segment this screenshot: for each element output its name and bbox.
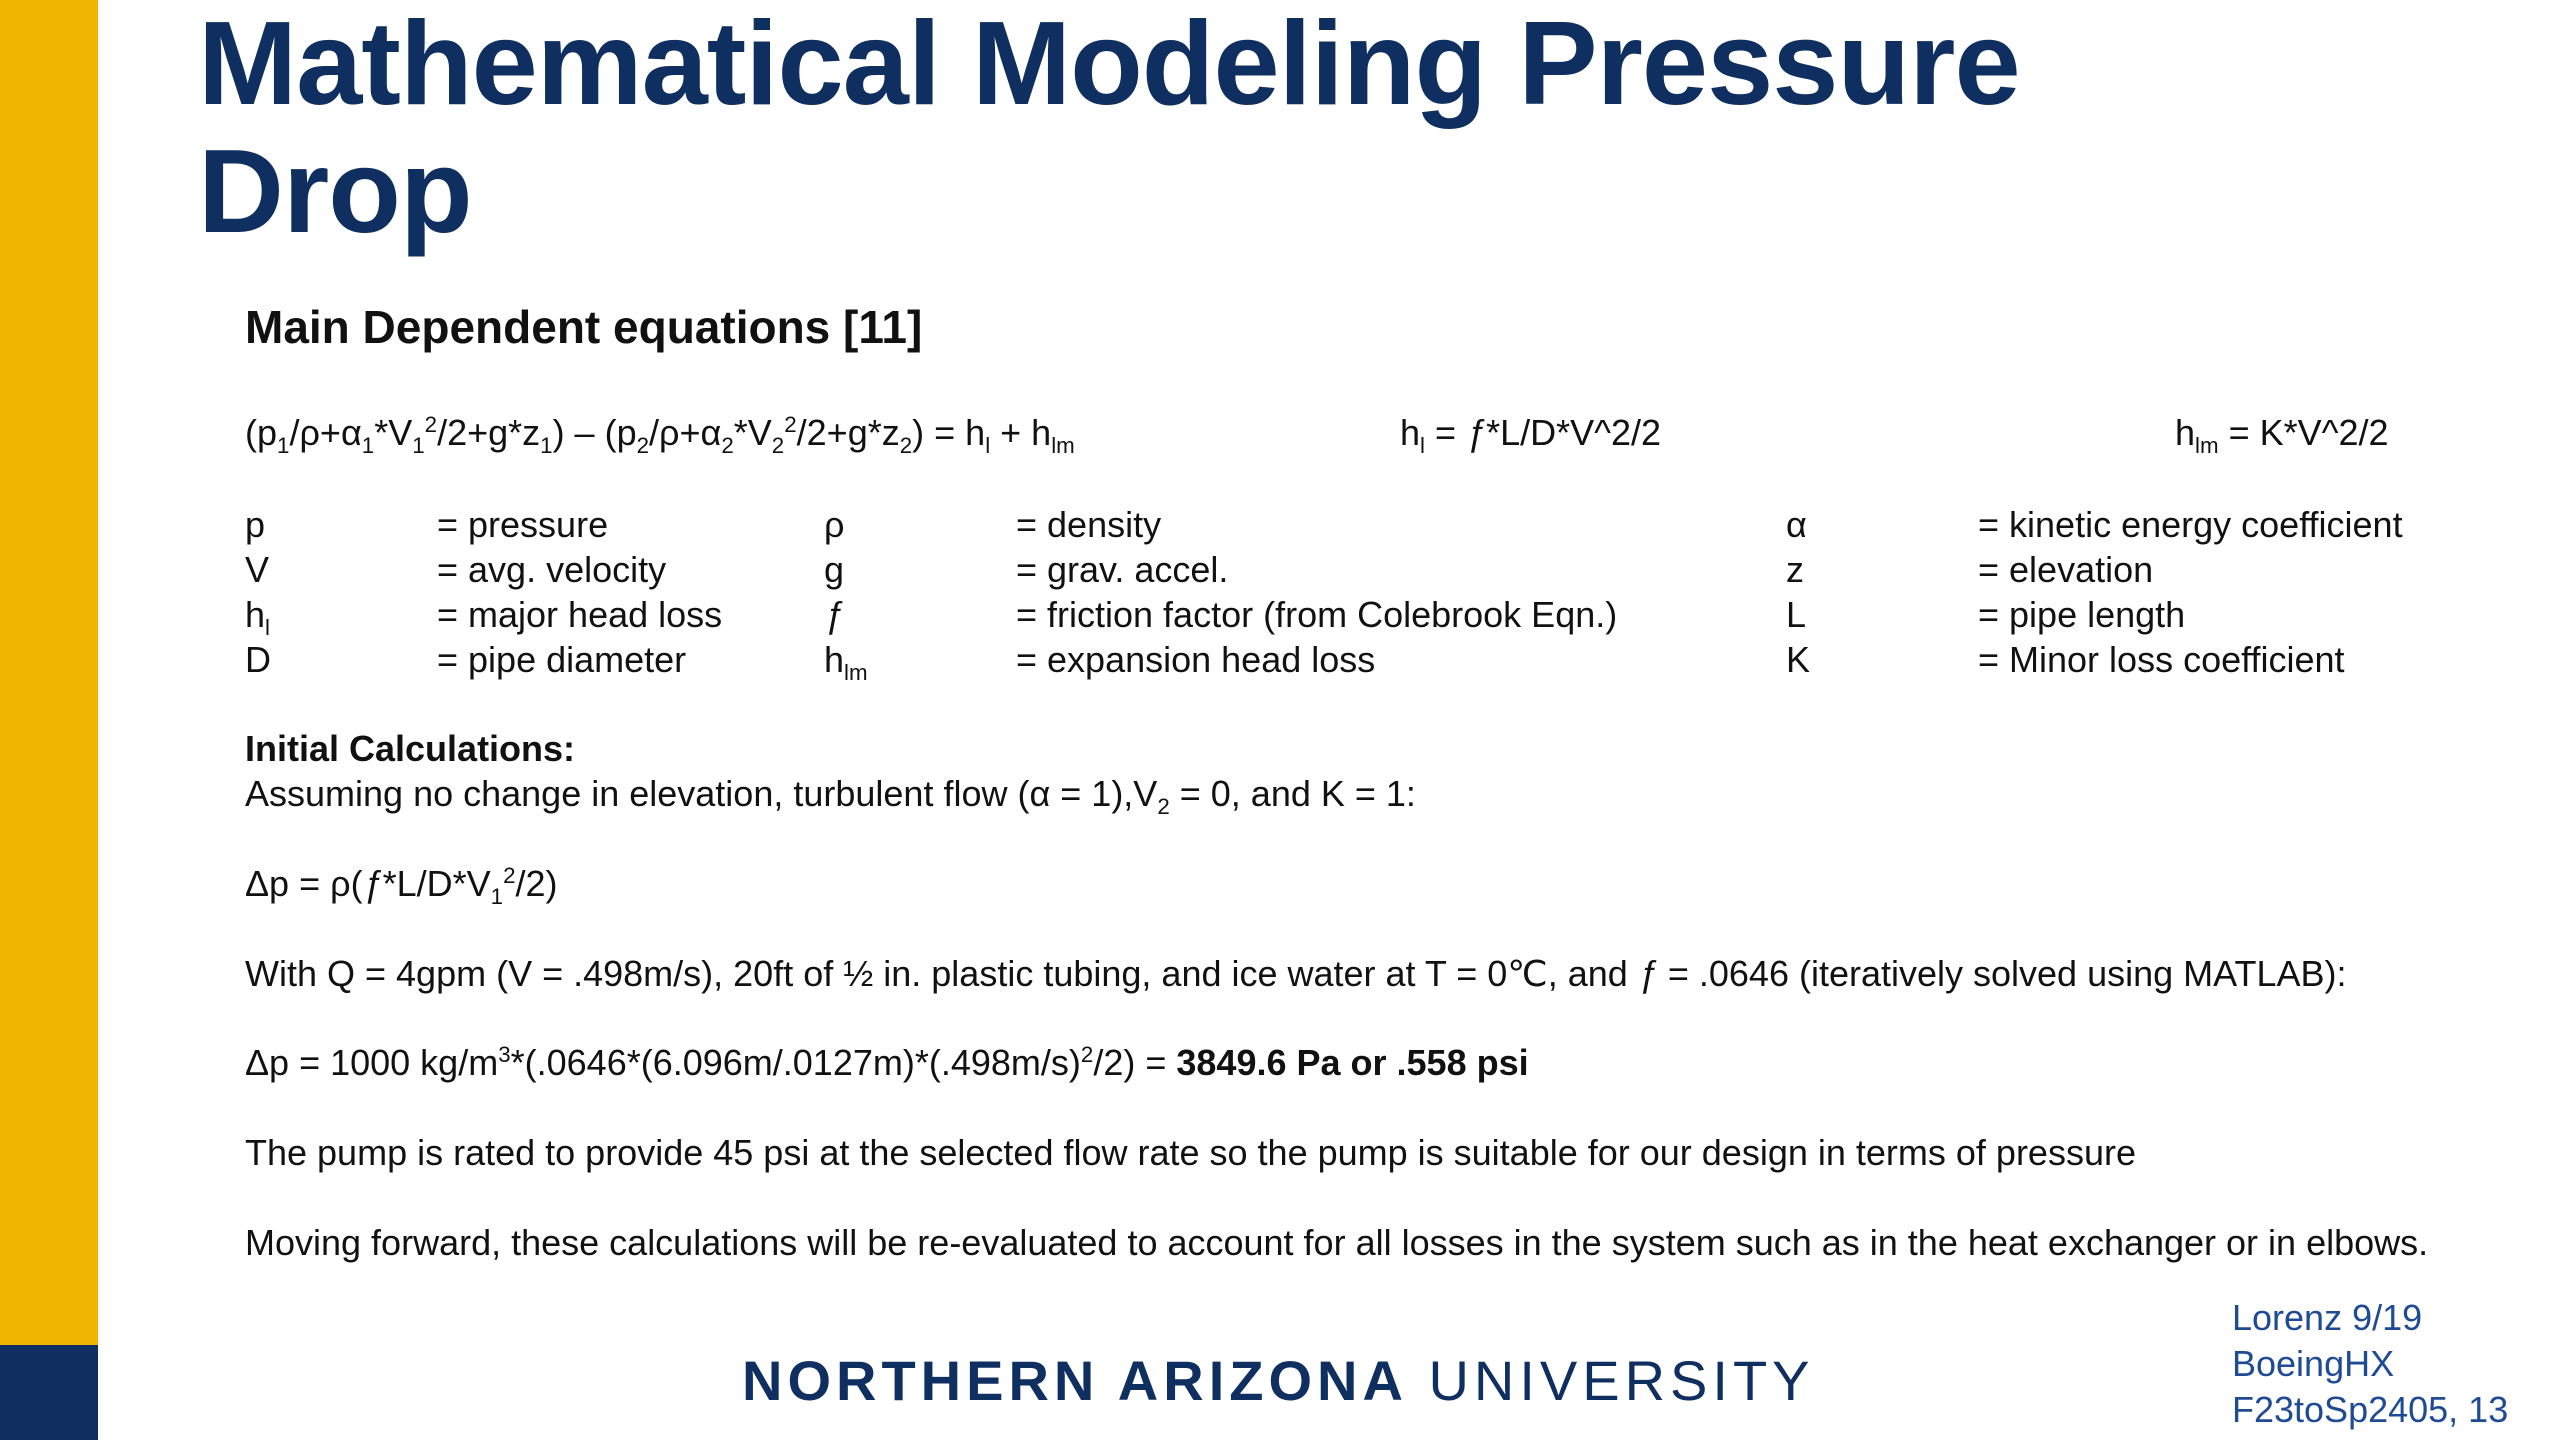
slide-footer-meta <box>2232 1295 2508 1433</box>
symbol-definition: = Minor loss coefficient <box>1978 638 2345 680</box>
energy-equation: $(p_1/\rho+\alpha_1*V_1^2/2+g*z_1) - (p_2/\rho+\alpha_2*V_2^2/2+g*z_2) = h_l + h_{lm}$ <box>245 412 1075 459</box>
symbol: V <box>245 548 270 590</box>
symbol-definition: = expansion head loss <box>1016 638 1376 680</box>
variable-definitions-table <box>245 502 2403 685</box>
symbol: ρ <box>824 503 845 545</box>
symbol-definition: = pressure <box>437 503 609 545</box>
symbol: ƒ <box>824 593 845 635</box>
symbol: $h_{lm}$ <box>824 638 868 685</box>
symbol: p <box>245 503 266 545</box>
definition-row <box>245 592 2403 637</box>
symbol: z <box>1786 548 1804 590</box>
gold-side-bar <box>0 0 98 1345</box>
symbol-definition: = major head loss <box>437 593 723 635</box>
definition-row <box>245 547 2403 592</box>
next-steps-text: Moving forward, these calculations will be re-evaluated to account for all losses in the system such as in the heat exchanger or in elbows. <box>245 1222 2429 1263</box>
symbol: $h_l$ <box>245 593 270 640</box>
pressure-drop-formula: $\Delta p = \rho(ƒ*L/D*V_1^2/2)$ <box>245 863 558 910</box>
navy-corner-block <box>0 1345 98 1440</box>
symbol-definition: = avg. velocity <box>437 548 667 590</box>
symbol: g <box>824 548 845 590</box>
initial-calculations-heading: Initial Calculations: <box>245 728 576 769</box>
pressure-drop-result: 3849.6 Pa or .558 psi <box>1176 1042 1529 1083</box>
assumptions-line: Assuming no change in elevation, turbulent flow $(\alpha = 1),V_2 = 0$, and K = 1: <box>245 773 1416 820</box>
project-name: BoeingHX <box>2232 1343 2395 1384</box>
main-equations-heading: Main Dependent equations [11] <box>245 301 923 353</box>
symbol-definition: = kinetic energy coefficient <box>1978 503 2403 545</box>
symbol-definition: = pipe length <box>1978 593 2186 635</box>
slide-number: F23toSp2405, 13 <box>2232 1389 2509 1430</box>
given-conditions-line: With Q = 4gpm (V = .498m/s), 20ft of ½ in. plastic tubing, and ice water at T = 0℃, and ƒ = .0646 (iteratively solved using MATLAB): <box>245 953 2347 994</box>
pressure-drop-calculation: Δp = 1000 $kg/m^3*(.0646*(6.096m/.0127m)*(.498m/s)^2/2) = 3849.6$ Pa or .558 psi <box>245 1042 1529 1083</box>
symbol: L <box>1786 593 1807 635</box>
major-loss-equation: $h_l$ = ƒ*L/D*V^2/2 <box>1400 412 1662 459</box>
symbol-definition: = grav. accel. <box>1016 548 1229 590</box>
symbol: K <box>1786 638 1811 680</box>
symbol: α <box>1786 503 1807 545</box>
definition-row <box>245 502 2403 547</box>
definition-row <box>245 637 2403 682</box>
symbol-definition: = density <box>1016 503 1162 545</box>
slide-title: Mathematical Modeling Pressure Drop <box>198 0 2020 258</box>
logo-text-bold: NORTHERN ARIZONA <box>742 1349 1408 1412</box>
symbol-definition: = friction factor (from Colebrook Eqn.) <box>1016 593 1618 635</box>
pump-suitability-text: The pump is rated to provide 45 psi at the selected flow rate so the pump is suitable for our design in terms of pressure <box>245 1132 2136 1173</box>
symbol: D <box>245 638 271 680</box>
symbol-definition: = pipe diameter <box>437 638 687 680</box>
logo-text-light: UNIVERSITY <box>1428 1349 1815 1412</box>
symbol-definition: = elevation <box>1978 548 2154 590</box>
minor-loss-equation: $h_{lm}$ = K*V^2/2 <box>2175 412 2389 459</box>
university-logo <box>742 1348 1815 1413</box>
author-date: Lorenz 9/19 <box>2232 1297 2423 1338</box>
